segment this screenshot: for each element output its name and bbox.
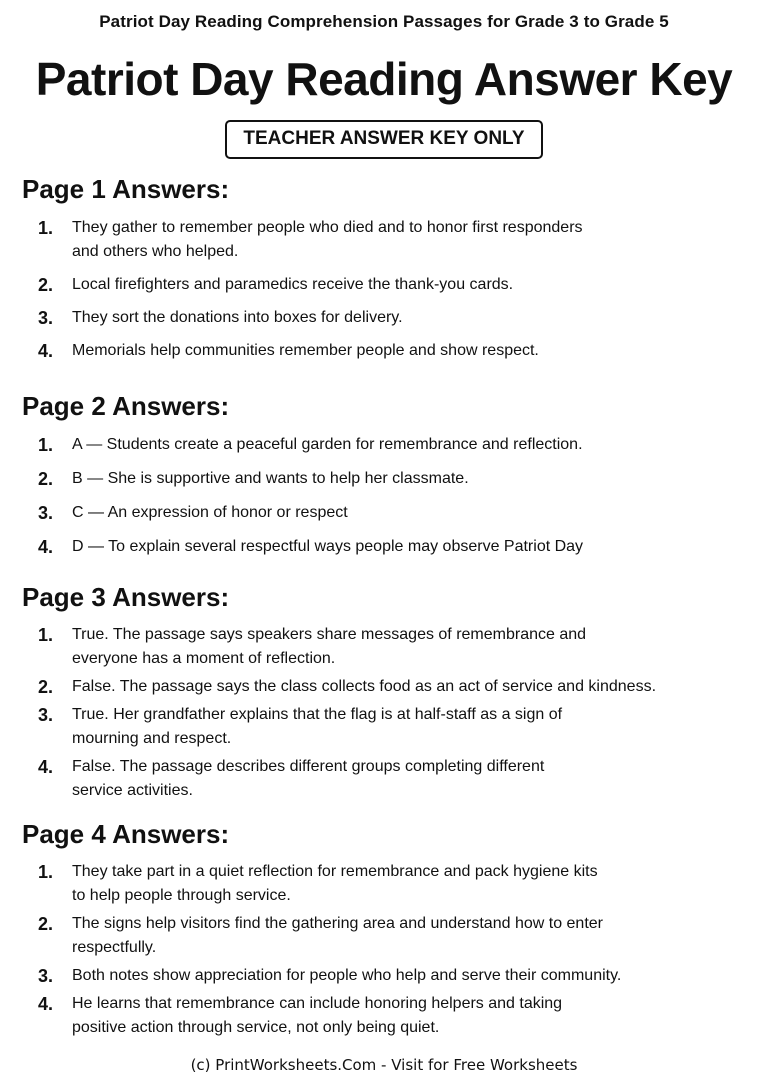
answer-number: 3. [38,966,54,986]
answer-number: 1. [38,218,54,238]
answer-number: 1. [38,625,54,645]
answer-item [22,339,752,363]
answer-item [22,623,752,671]
answer-item [22,755,752,803]
answer-list [22,623,752,803]
teacher-only-badge: TEACHER ANSWER KEY ONLY [225,120,542,159]
answer-text: Local firefighters and paramedics receive the thank-you cards. [72,276,514,293]
page-title: Patriot Day Reading Answer Key [35,53,733,105]
answer-text: False. The passage describes different groups completing different [72,758,545,775]
answer-text-continued: and others who helped. [72,243,239,260]
footer-credit: (c) PrintWorksheets.Com - Visit for Free Worksheets [190,1056,578,1074]
answer-number: 4. [38,757,54,777]
answer-number: 1. [38,862,54,882]
answer-number: 2. [38,275,54,295]
answer-text: Both notes show appreciation for people who help and serve their community. [72,967,622,984]
answer-item [22,912,752,960]
answer-text: They take part in a quiet reflection for remembrance and pack hygiene kits [72,863,598,880]
section-heading: Page 3 Answers: [22,582,230,612]
section-heading: Page 2 Answers: [22,391,230,421]
section-heading: Page 1 Answers: [22,174,230,204]
section-page-1-answers [22,174,752,363]
section-page-3-answers [22,582,752,803]
answer-text-continued: positive action through service, not only being quiet. [72,1019,440,1036]
answer-text-continued: service activities. [72,782,193,799]
badge-container [0,120,768,159]
section-heading: Page 4 Answers: [22,819,230,849]
answer-text: The signs help visitors find the gathering area and understand how to enter [72,915,603,932]
answer-number: 2. [38,914,54,934]
answer-item [22,992,752,1040]
answer-number: 3. [38,308,54,328]
answer-item [22,433,752,457]
answer-text: They gather to remember people who died and to honor first responders [72,219,583,236]
answer-item [22,964,752,988]
answer-number: 3. [38,503,54,523]
answer-number: 4. [38,537,54,557]
answer-list [22,216,752,363]
answer-item [22,306,752,330]
answer-text: He learns that remembrance can include honoring helpers and taking [72,995,563,1012]
answer-number: 2. [38,677,54,697]
answer-number: 1. [38,435,54,455]
answer-number: 4. [38,341,54,361]
answer-text: True. Her grandfather explains that the flag is at half-staff as a sign of [72,706,563,723]
answer-item [22,501,752,525]
answer-text: D — To explain several respectful ways people may observe Patriot Day [72,538,584,555]
answer-number: 3. [38,705,54,725]
answer-item [22,216,752,264]
answer-text: A — Students create a peaceful garden for remembrance and reflection. [72,436,583,453]
worksheet-series-title: Patriot Day Reading Comprehension Passages for Grade 3 to Grade 5 [99,12,669,31]
answer-text: They sort the donations into boxes for delivery. [72,309,403,326]
section-page-2-answers [22,391,752,559]
answer-item [22,467,752,491]
answer-text: C — An expression of honor or respect [72,504,348,521]
answer-text-continued: mourning and respect. [72,730,232,747]
answer-text: Memorials help communities remember people and show respect. [72,342,539,359]
answer-item [22,675,752,699]
answer-item [22,273,752,297]
answer-text: False. The passage says the class collects food as an act of service and kindness. [72,678,657,695]
answer-text-continued: respectfully. [72,939,157,956]
answer-number: 2. [38,469,54,489]
answer-text-continued: everyone has a moment of reflection. [72,650,336,667]
answer-item [22,860,752,908]
answer-text: True. The passage says speakers share messages of remembrance and [72,626,587,643]
answer-item [22,535,752,559]
answer-list [22,860,752,1040]
section-page-4-answers [22,819,752,1040]
answer-number: 4. [38,994,54,1014]
answer-text-continued: to help people through service. [72,887,291,904]
answer-list [22,433,752,559]
answer-text: B — She is supportive and wants to help her classmate. [72,470,469,487]
answer-item [22,703,752,751]
